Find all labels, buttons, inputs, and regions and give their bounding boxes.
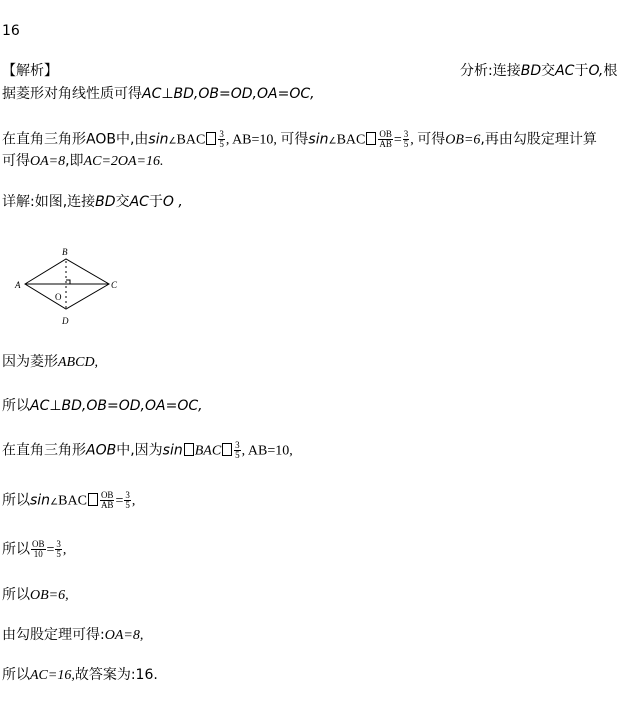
label-b: B [62,247,68,257]
fraction: $\frac{OB}{AB}$ [100,490,114,510]
step-6 [2,586,69,605]
s3-bac: BAC [194,443,222,459]
analysis-line-2 [2,85,315,103]
line3-bac2: BAC [336,132,366,148]
fraction: $\frac{OB}{10}$ [32,539,45,559]
equals-sign: = [115,493,124,509]
s4-tail: , [131,493,136,509]
s5-lead: 所以 [2,541,30,558]
s8-ac: AC=16, [30,668,75,683]
point-o: O, [588,63,604,79]
label-o: O [55,292,62,302]
s4-lead: 所以 [2,492,30,509]
line2-lead: 据菱形对角线性质可得 [2,86,142,102]
line4-mid: ,即 [65,153,84,169]
label-a: A [15,280,21,290]
line3-lead: 在直角三角形AOB中,由 [2,131,149,148]
text-yu: 于 [574,63,589,79]
s3-lead: 在直角三角形 [2,442,86,459]
line4-lead: 可得 [2,153,30,169]
detail-intro [2,193,183,211]
fraction: $\frac{OB}{AB}$ [379,129,392,149]
label-d: D [62,316,69,326]
fraction: $\frac{3}{5}$ [125,490,130,510]
analysis-tag: 【解析】 [2,63,58,79]
missing-glyph-icon [366,132,376,145]
detail-ac: AC [129,194,149,210]
fraction: $\frac{3}{5}$ [235,440,240,460]
angle-icon: ∠ [168,136,177,147]
angle-icon: ∠ [50,497,59,508]
equals-sign: = [46,542,55,558]
segment-bd: BD [520,63,542,79]
s1-lead: 因为菱形 [2,354,58,370]
analysis-intro [460,62,617,80]
step-8 [2,666,158,685]
fraction: $\frac{3}{5}$ [403,129,409,149]
s3-aob: AOB [86,442,117,459]
s3-sin: sin [162,442,183,459]
step-7 [2,626,143,645]
line3-ab: , AB=10, 可得 [225,132,309,148]
s8-lead: 所以 [2,667,30,683]
s5-tail: , [62,542,67,558]
detail-yu: 于 [148,194,163,210]
detail-bd: BD [95,194,116,210]
rhombus-diagram [10,242,130,328]
s2-lead: 所以 [2,398,30,414]
detail-o: O , [162,194,183,210]
line3-sin2: sin [308,131,329,148]
detail-lead: 详解:如图,连接 [2,194,96,210]
s8-tail: 故答案为:16. [74,667,158,683]
text-jiao: 交 [541,63,556,79]
missing-glyph-icon [206,132,216,145]
label-c: C [111,280,118,290]
s3-zhong: 中,因为 [116,442,163,459]
line3-ob: OB=6 [445,132,481,148]
line3-tail2: ,再由勾股定理计算 [480,131,597,148]
line3-bac: BAC [176,132,206,148]
s3-ab: , AB=10, [241,443,293,459]
line3-sin: sin [148,131,169,148]
s7-lead: 由勾股定理可得: [2,627,105,643]
line4-ac: AC=2OA=16. [83,154,164,169]
step-5 [2,540,66,560]
answer-value: 16 [2,23,20,39]
fraction: $\frac{3}{5}$ [219,129,224,149]
missing-glyph-icon [184,443,194,456]
analysis-line-3 [2,130,597,151]
analysis-lead: 分析:连接 [460,63,521,79]
equals-sign: = [393,132,402,148]
segment-ac: AC [555,63,575,79]
step-3 [2,441,293,461]
s7-oa: OA=8, [104,628,144,643]
s2-formula: AC⊥BD,OB=OD,OA=OC, [30,398,203,414]
step-1 [2,353,98,372]
line4-oa: OA=8 [30,154,66,169]
step-4 [2,491,135,512]
s6-lead: 所以 [2,587,30,603]
fraction: $\frac{3}{5}$ [56,539,61,559]
s1-abcd: ABCD, [58,355,99,370]
line2-formula: AC⊥BD,OB=OD,OA=OC, [142,86,315,102]
detail-jiao: 交 [115,194,130,210]
right-angle-icon [66,280,70,284]
missing-glyph-icon [222,443,232,456]
line3-tail: , 可得 [410,132,446,148]
text-gen: 根 [603,63,618,79]
s6-ob: OB=6, [30,588,69,603]
missing-glyph-icon [88,493,98,506]
analysis-line-4 [2,152,164,171]
s4-sin: sin [30,492,51,509]
step-2 [2,397,203,415]
s4-bac: BAC [58,493,87,509]
angle-icon: ∠ [328,136,337,147]
